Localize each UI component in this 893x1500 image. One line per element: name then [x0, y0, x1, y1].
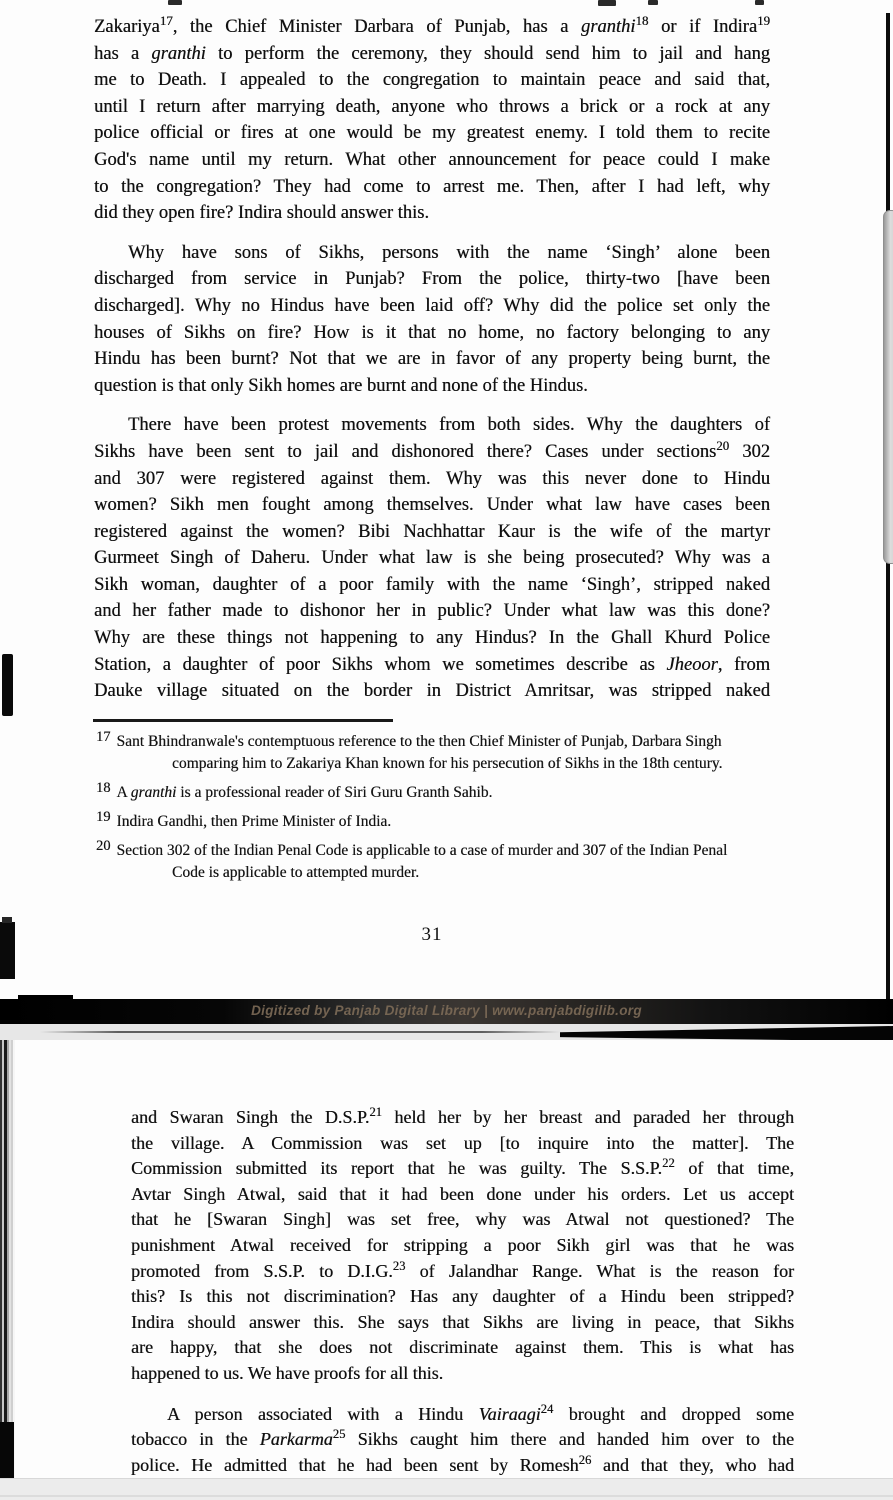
footnote-line: [96, 731, 788, 753]
footnote-number: 17: [96, 729, 111, 745]
text-line: [94, 545, 770, 572]
footnote-ref: 19: [757, 12, 770, 28]
page-top-text-block: [94, 14, 770, 705]
text-line: [131, 1453, 794, 1479]
footnote-ref: 23: [392, 1258, 406, 1273]
text-line: [94, 94, 770, 121]
text-segment: Section 302 of the Indian Penal Code is applicable to a case of murder and 307 of the Indian Penal: [116, 842, 728, 859]
text-line: [94, 625, 770, 652]
text-line: [131, 1259, 794, 1285]
text-segment: discharged]. Why no Hindus have been laid off? Why did the police set only the: [94, 295, 770, 316]
clipped-text-artifact: [755, 0, 764, 5]
italic-term: granthi: [580, 17, 636, 37]
footnote: [96, 731, 788, 775]
text-line: [94, 320, 770, 347]
scanned-page-bottom: [0, 1040, 893, 1478]
text-segment: did they open fire? Indira should answer this.: [94, 203, 429, 224]
text-segment: punishment Atwal received for stripping a poor Sikh girl was that he was: [131, 1234, 794, 1255]
text-line: [94, 266, 770, 293]
text-segment: tobacco in the: [131, 1429, 260, 1450]
footnote-ref: 21: [369, 1105, 382, 1119]
text-segment: Gurmeet Singh of Daheru. Under what law is she being prosecuted? Why was a: [94, 548, 770, 569]
text-segment: until I return after marrying death, anyone who throws a brick or a rock at any: [94, 96, 770, 117]
text-line: [131, 1233, 794, 1259]
text-segment: , from: [717, 654, 770, 675]
viewer-bottom-bar: [0, 1478, 893, 1500]
text-segment: Commission submitted its report that he was guilty. The S.S.P.: [131, 1158, 663, 1179]
text-segment: me to Death. I appealed to the congregation to maintain peace and said that,: [94, 70, 770, 91]
text-segment: Avtar Singh Atwal, said that it had been done under his orders. Let us accept: [131, 1183, 794, 1204]
footnote-ref: 18: [635, 12, 649, 28]
text-segment: Sant Bhindranwale's contemptuous reference to the then Chief Minister of Punjab, Darbara Singh: [116, 733, 722, 750]
text-segment: or if Indira: [648, 17, 758, 37]
text-line: [94, 41, 770, 68]
text-line: [94, 120, 770, 147]
text-segment: and that they, who had: [591, 1454, 794, 1475]
text-segment: , the Chief Minister Darbara of Punjab, has a: [172, 17, 581, 37]
footnote-ref: 26: [578, 1452, 592, 1467]
text-segment: Sikhs have been sent to jail and dishonored there? Cases under sections: [94, 441, 717, 462]
text-segment: comparing him to Zakariya Khan known for his persecution of Sikhs in the 18th century.: [172, 755, 723, 772]
text-line: [131, 1182, 794, 1208]
scan-ink-artifact: [0, 922, 15, 979]
text-line: [94, 14, 770, 41]
text-segment: Why are these things not happening to any Hindus? In the Ghall Khurd Police: [94, 628, 770, 649]
footnotes-block: [96, 731, 788, 891]
text-segment: Code is applicable to attempted murder.: [172, 864, 420, 881]
italic-term: granthi: [130, 784, 177, 801]
text-segment: that he [Swaran Singh] was set free, why was Atwal not questioned? The: [131, 1209, 794, 1230]
text-line: [94, 572, 770, 599]
book-spine-shadow: [0, 1040, 15, 1478]
text-line: [94, 652, 770, 679]
text-line: [94, 240, 770, 267]
footnote-ref: 20: [716, 437, 730, 453]
text-segment: Indira should answer this. She says that Sikhs are living in peace, that Sikhs: [131, 1311, 794, 1332]
text-line: [94, 519, 770, 546]
footnote-number: 18: [96, 780, 111, 796]
text-segment: has a: [94, 43, 152, 64]
footnote-separator: [93, 719, 393, 722]
clipped-text-artifact: [598, 0, 616, 6]
text-segment: Sikhs caught him there and handed him over to the: [345, 1429, 794, 1450]
text-line: [94, 678, 770, 705]
text-line: [131, 1310, 794, 1336]
text-line: [131, 1427, 794, 1453]
clipped-text-artifact: [168, 0, 182, 5]
text-line: [94, 412, 770, 439]
text-segment: happened to us. We have proofs for all this.: [131, 1362, 444, 1383]
paragraph: [94, 412, 770, 705]
text-segment: the village. A Commission was set up [to inquire into the matter]. The: [131, 1132, 794, 1153]
text-line: [131, 1156, 794, 1182]
text-segment: Hindu has been burnt? Not that we are in favor of any property being burnt, the: [94, 349, 770, 370]
italic-term: Jheoor: [666, 654, 718, 675]
text-segment: Why have sons of Sikhs, persons with the name ‘Singh’ alone been: [128, 242, 770, 263]
text-line: [94, 439, 770, 466]
text-segment: question is that only Sikh homes are burnt and none of the Hindus.: [94, 375, 588, 396]
page-bottom-text-block: [131, 1105, 794, 1493]
text-line: [131, 1402, 794, 1428]
text-segment: houses of Sikhs on fire? How is it that no home, no factory belonging to any: [94, 322, 770, 343]
text-segment: are happy, that she does not discriminate against them. This is what has: [131, 1337, 794, 1358]
text-line: [131, 1335, 794, 1361]
text-line: [131, 1361, 794, 1387]
text-segment: women? Sikh men fought among themselves. Under what law have cases been: [94, 495, 770, 516]
text-line: [94, 174, 770, 201]
text-segment: is a professional reader of Siri Guru Granth Sahib.: [176, 784, 493, 801]
text-segment: and 307 were registered against them. Why was this never done to Hindu: [94, 468, 770, 489]
text-line: [94, 200, 770, 227]
text-segment: Zakariya: [94, 17, 160, 37]
text-segment: of Jalandhar Range. What is the reason for: [405, 1260, 794, 1281]
text-line: [94, 466, 770, 493]
footnote-number: 19: [96, 809, 111, 825]
footnote-ref: 17: [159, 12, 173, 28]
footnote-line: [96, 811, 788, 833]
text-line: [131, 1131, 794, 1157]
text-line: [131, 1284, 794, 1310]
paragraph: [94, 240, 770, 400]
text-line: [94, 492, 770, 519]
text-segment: Dauke village situated on the border in District Amritsar, was stripped naked: [94, 681, 770, 702]
text-segment: police official or fires at one would be my greatest enemy. I told them to recite: [94, 123, 770, 144]
text-line: [131, 1105, 794, 1131]
footnote: [96, 811, 788, 833]
text-segment: promoted from S.S.P. to D.I.G.: [131, 1260, 393, 1281]
page-gap-line: [40, 1031, 560, 1033]
text-segment: discharged from service in Punjab? From the police, thirty-two [have been: [94, 269, 770, 290]
text-line: [94, 67, 770, 94]
text-segment: Station, a daughter of poor Sikhs whom we sometimes describe as: [94, 654, 667, 675]
clipped-text-artifact: [648, 0, 658, 5]
paragraph: [94, 14, 770, 227]
text-segment: 302: [729, 441, 771, 462]
italic-term: Parkarma: [259, 1429, 333, 1450]
scan-ink-artifact: [2, 654, 13, 716]
text-segment: A person associated with a Hindu: [167, 1403, 479, 1424]
book-spine-shadow-dark: [0, 1422, 14, 1478]
text-segment: registered against the women? Bibi Nachhattar Kaur is the wife of the martyr: [94, 521, 770, 542]
text-segment: and Swaran Singh the D.S.P.: [131, 1107, 370, 1127]
text-line: [94, 598, 770, 625]
text-segment: held her by her breast and paraded her through: [381, 1107, 794, 1127]
text-line: [94, 346, 770, 373]
watermark-text: Digitized by Panjab Digital Library | www.panjabdigilib.org: [251, 1003, 642, 1018]
text-segment: Indira Gandhi, then Prime Minister of India.: [116, 813, 392, 830]
text-segment: and her father made to dishonor her in public? Under what law was this done?: [94, 601, 770, 622]
text-segment: A: [116, 784, 131, 801]
text-segment: God's name until my return. What other announcement for peace could I make: [94, 149, 770, 170]
paragraph: [131, 1105, 794, 1387]
text-segment: Sikh woman, daughter of a poor family with the name ‘Singh’, stripped naked: [94, 574, 770, 595]
footnote-ref: 24: [540, 1401, 554, 1416]
footnote-line: [96, 840, 788, 862]
footnote-line: [96, 753, 788, 775]
text-segment: this? Is this not discrimination? Has any daughter of a Hindu been stripped?: [131, 1286, 794, 1307]
italic-term: Vairaagi: [478, 1403, 541, 1424]
text-segment: brought and dropped some: [553, 1403, 795, 1424]
text-line: [131, 1207, 794, 1233]
footnote-line: [96, 862, 788, 884]
text-segment: of that time,: [674, 1158, 794, 1179]
text-segment: There have been protest movements from both sides. Why the daughters of: [128, 415, 770, 436]
scrollbar-thumb[interactable]: [883, 210, 893, 564]
text-line: [94, 293, 770, 320]
paragraph: [131, 1402, 794, 1479]
page-number: 31: [421, 924, 443, 945]
footnote-number: 20: [96, 838, 111, 854]
italic-term: granthi: [151, 43, 206, 64]
text-line: [94, 373, 770, 400]
footnote: [96, 782, 788, 804]
footnote-line: [96, 782, 788, 804]
text-segment: to perform the ceremony, they should send him to jail and hang: [205, 43, 770, 64]
footnote-ref: 25: [332, 1427, 346, 1442]
text-line: [94, 147, 770, 174]
footnote-ref: 22: [662, 1156, 675, 1171]
footnote: [96, 840, 788, 884]
text-segment: police. He admitted that he had been sent by Romesh: [131, 1454, 579, 1475]
text-segment: to the congregation? They had come to arrest me. Then, after I had left, why: [94, 176, 770, 197]
